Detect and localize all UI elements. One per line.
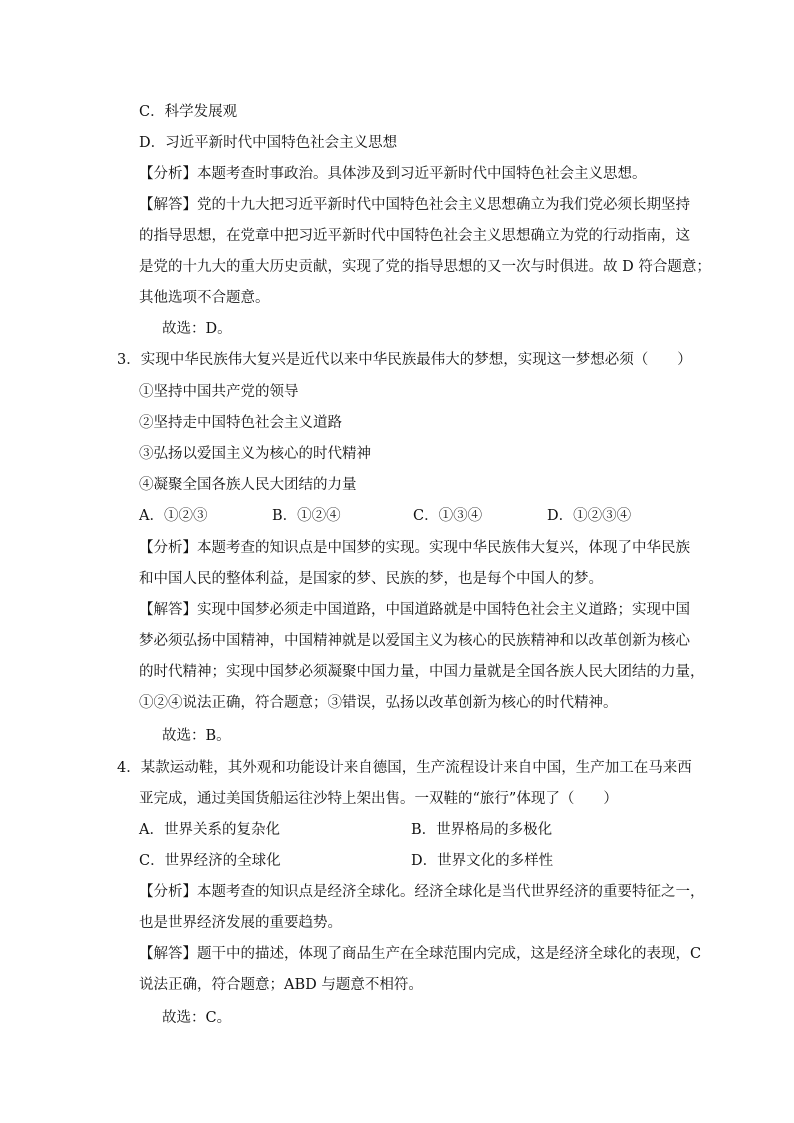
q3-statement: ②坚持走中国特色社会主义道路 bbox=[139, 415, 342, 431]
q4-answer-line: 【解答】题干中的描述，体现了商品生产在全球范围内完成，这是经济全球化的表现，C bbox=[139, 946, 702, 962]
q2-answer-line: 其他选项不合题意。 bbox=[139, 290, 270, 306]
q3-option-a: A．①②③ bbox=[139, 508, 208, 524]
q4-option-a: A．世界关系的复杂化 bbox=[139, 822, 280, 838]
q4-stem-line: 4．某款运动鞋，其外观和功能设计来自德国，生产流程设计来自中国，生产加工在马来西 bbox=[117, 760, 692, 776]
q2-answer-line: 【解答】党的十九大把习近平新时代中国特色社会主义思想确立为我们党必须长期坚持 bbox=[139, 197, 690, 213]
q3-statement: ③弘扬以爱国主义为核心的时代精神 bbox=[139, 446, 371, 462]
q3-analysis-line: 【分析】本题考查的知识点是中国梦的实现。实现中华民族伟大复兴，体现了中华民族 bbox=[139, 540, 690, 556]
q3-option-b: B．①②④ bbox=[272, 508, 341, 524]
q3-statement: ④凝聚全国各族人民大团结的力量 bbox=[139, 477, 357, 493]
q4-option-d: D．世界文化的多样性 bbox=[411, 853, 554, 869]
q4-choice: 故选：C。 bbox=[162, 1010, 232, 1026]
q4-analysis-line: 也是世界经济发展的重要趋势。 bbox=[139, 915, 342, 931]
q3-stem: 3．实现中华民族伟大复兴是近代以来中华民族最伟大的梦想，实现这一梦想必须（ ） bbox=[117, 352, 692, 368]
q2-answer-line: 是党的十九大的重大历史贡献，实现了党的指导思想的又一次与时俱进。故 D 符合题意； bbox=[139, 259, 711, 275]
q3-answer-line: 【解答】实现中国梦必须走中国道路，中国道路就是中国特色社会主义道路；实现中国 bbox=[139, 602, 690, 618]
q3-statement: ①坚持中国共产党的领导 bbox=[139, 384, 299, 400]
q2-answer-line: 的指导思想，在党章中把习近平新时代中国特色社会主义思想确立为党的行动指南，这 bbox=[139, 228, 690, 244]
q3-answer-line: ①②④说法正确，符合题意；③错误，弘扬以改革创新为核心的时代精神。 bbox=[139, 695, 618, 711]
q3-choice: 故选：B。 bbox=[162, 728, 231, 744]
q3-option-c: C．①③④ bbox=[413, 508, 483, 524]
q2-option-c: C．科学发展观 bbox=[139, 104, 238, 120]
q3-answer-line: 梦必须弘扬中国精神，中国精神就是以爱国主义为核心的民族精神和以改革创新为核心 bbox=[139, 633, 690, 649]
q4-stem-line: 亚完成，通过美国货船运往沙特上架出售。一双鞋的“旅行”体现了（ ） bbox=[139, 791, 618, 807]
q4-option-b: B．世界格局的多极化 bbox=[411, 822, 553, 838]
q2-choice: 故选：D。 bbox=[162, 321, 232, 337]
q4-option-c: C．世界经济的全球化 bbox=[139, 853, 281, 869]
q4-answer-line: 说法正确，符合题意；ABD 与题意不相符。 bbox=[139, 977, 423, 993]
q4-analysis-line: 【分析】本题考查的知识点是经济全球化。经济全球化是当代世界经济的重要特征之一， bbox=[139, 884, 705, 900]
q3-analysis-line: 和中国人民的整体利益，是国家的梦、民族的梦，也是每个中国人的梦。 bbox=[139, 571, 603, 587]
q3-option-d: D．①②③④ bbox=[547, 508, 632, 524]
q3-answer-line: 的时代精神；实现中国梦必须凝聚中国力量，中国力量就是全国各族人民大团结的力量， bbox=[139, 664, 705, 680]
q2-analysis: 【分析】本题考查时事政治。具体涉及到习近平新时代中国特色社会主义思想。 bbox=[139, 166, 647, 182]
q2-option-d: D．习近平新时代中国特色社会主义思想 bbox=[139, 135, 398, 151]
